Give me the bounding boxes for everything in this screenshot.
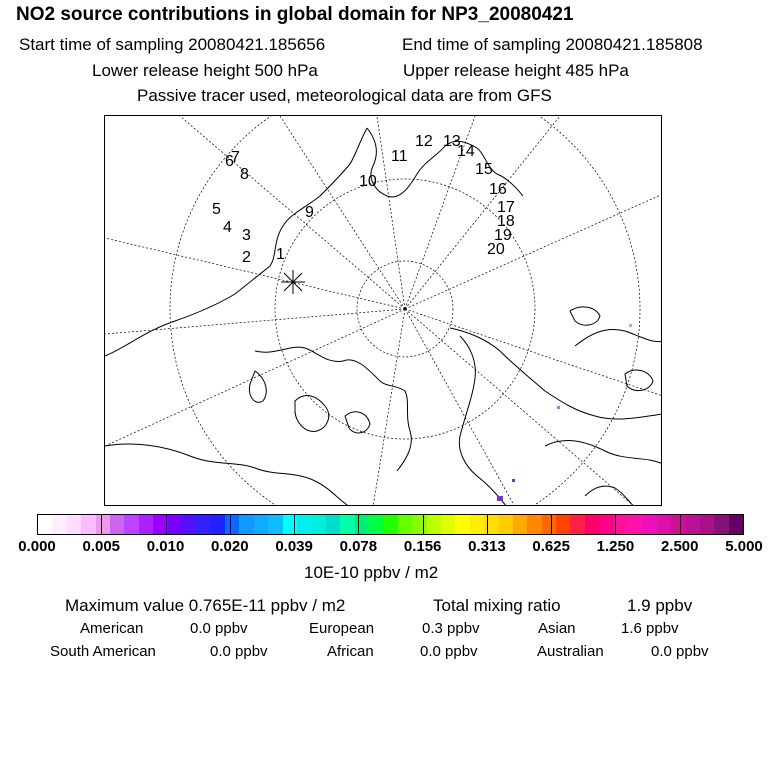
colorbar-divider [166, 514, 167, 535]
colorbar-swatch [340, 515, 354, 534]
colorbar-swatch [729, 515, 743, 534]
trajectory-label: 8 [240, 166, 249, 183]
colorbar-divider [101, 514, 102, 535]
colorbar-swatch [412, 515, 426, 534]
trajectory-label: 1 [276, 246, 285, 263]
region-value-american: 0.0 ppbv [190, 620, 248, 637]
colorbar-swatch [369, 515, 383, 534]
colorbar-swatch [556, 515, 570, 534]
region-value-asian: 1.6 ppbv [621, 620, 679, 637]
colorbar-tick-label: 0.313 [468, 538, 506, 555]
colorbar-swatch [642, 515, 656, 534]
meridian-line [105, 309, 405, 334]
colorbar-swatch [239, 515, 253, 534]
graticule [105, 116, 662, 506]
colorbar [37, 514, 744, 535]
concentration-spot [512, 479, 515, 482]
page-title: NO2 source contributions in global domain for NP3_20080421 [16, 4, 574, 25]
colorbar-swatch [513, 515, 527, 534]
concentration-spot [497, 496, 503, 501]
colorbar-tick-label: 0.005 [82, 538, 121, 555]
colorbar-tick-label: 0.000 [18, 538, 56, 555]
concentration-spot [557, 406, 560, 409]
trajectory-label: 13 [443, 133, 461, 150]
colorbar-swatch [268, 515, 282, 534]
colorbar-swatch [441, 515, 455, 534]
meridian-line [377, 116, 405, 309]
release-location-marker [281, 270, 305, 294]
region-name-asian: Asian [538, 620, 576, 637]
colorbar-tick-label: 0.010 [146, 538, 185, 555]
meridian-line [373, 309, 405, 506]
meridian-line [405, 309, 662, 396]
trajectory-label: 7 [231, 149, 240, 166]
colorbar-swatch [38, 515, 52, 534]
colorbar-swatch [671, 515, 685, 534]
colorbar-swatch [326, 515, 340, 534]
maximum-value: Maximum value 0.765E-11 ppbv / m2 [65, 596, 346, 615]
region-name-european: European [309, 620, 375, 637]
colorbar-swatch [398, 515, 412, 534]
colorbar-swatch [570, 515, 584, 534]
colorbar-swatch [110, 515, 124, 534]
upper-release-height: Upper release height 485 hPa [403, 61, 629, 80]
trajectory-label: 2 [242, 249, 251, 266]
colorbar-divider [294, 514, 295, 535]
meridian-line [405, 194, 662, 309]
meridian-line [405, 309, 515, 506]
trajectory-label: 15 [475, 161, 493, 178]
coastline-europe [450, 328, 662, 419]
colorbar-tick-label: 2.500 [660, 538, 699, 555]
colorbar-tick-label: 0.625 [532, 538, 570, 555]
meridian-line [405, 309, 635, 506]
colorbar-swatch [96, 515, 110, 534]
colorbar-swatch [527, 515, 541, 534]
tracer-note: Passive tracer used, meteorological data are from GFS [137, 86, 552, 105]
coastlines [105, 128, 662, 506]
colorbar-swatch [628, 515, 642, 534]
colorbar-swatch [427, 515, 441, 534]
coastline-island [570, 307, 600, 325]
coastline-island [295, 396, 329, 432]
colorbar-swatch [657, 515, 671, 534]
map-svg [105, 116, 662, 506]
coastline-island [249, 371, 266, 402]
colorbar-divider [551, 514, 552, 535]
coastline-north-africa [575, 329, 662, 346]
colorbar-swatch [124, 515, 138, 534]
colorbar-swatch [225, 515, 239, 534]
colorbar-divider [358, 514, 359, 535]
meridian-line [105, 309, 405, 446]
trajectory-label: 3 [242, 227, 251, 244]
region-value-australian: 0.0 ppbv [651, 643, 709, 660]
trajectory-label: 18 [497, 213, 515, 230]
trajectory-label: 9 [305, 204, 314, 221]
colorbar-swatch [254, 515, 268, 534]
colorbar-tick-label: 0.078 [339, 538, 378, 555]
colorbar-swatch [355, 515, 369, 534]
region-value-african: 0.0 ppbv [420, 643, 478, 660]
colorbar-tick-label: 0.020 [211, 538, 249, 555]
colorbar-swatch [81, 515, 95, 534]
colorbar-divider [423, 514, 424, 535]
trajectory-labels [212, 133, 515, 266]
colorbar-divider [615, 514, 616, 535]
colorbar-divider [680, 514, 681, 535]
region-name-american: American [80, 620, 144, 637]
polar-map [104, 115, 662, 506]
colorbar-swatch [168, 515, 182, 534]
colorbar-swatch [700, 515, 714, 534]
total-mixing-ratio-value: 1.9 ppbv [627, 596, 693, 615]
colorbar-divider [487, 514, 488, 535]
trajectory-label: 10 [359, 173, 377, 190]
region-name-south-american: South American [50, 643, 156, 660]
colorbar-swatch [383, 515, 397, 534]
colorbar-swatch [211, 515, 225, 534]
lower-release-height: Lower release height 500 hPa [92, 61, 318, 80]
region-name-australian: Australian [537, 643, 604, 660]
concentration-spots [497, 324, 632, 501]
colorbar-tick-label: 0.039 [275, 538, 313, 555]
colorbar-tick-label: 1.250 [596, 538, 635, 555]
trajectory-label: 17 [497, 199, 515, 216]
coastline-middle-east [545, 441, 662, 464]
colorbar-swatch [470, 515, 484, 534]
colorbar-units: 10E-10 ppbv / m2 [304, 563, 439, 582]
region-value-european: 0.3 ppbv [422, 620, 480, 637]
trajectory-label: 19 [494, 227, 512, 244]
trajectory-label: 12 [415, 133, 433, 150]
coastline-asia-north [255, 347, 411, 471]
total-mixing-ratio-label: Total mixing ratio [433, 596, 561, 615]
coastline-south-asia [585, 486, 635, 506]
trajectory-label: 20 [487, 241, 505, 258]
colorbar-swatch [67, 515, 81, 534]
colorbar-swatch [182, 515, 196, 534]
colorbar-swatch [455, 515, 469, 534]
meridian-line [280, 116, 405, 309]
concentration-spot [629, 324, 632, 327]
trajectory-label: 16 [489, 181, 507, 198]
colorbar-swatch [499, 515, 513, 534]
colorbar-divider [230, 514, 231, 535]
colorbar-tick-label: 5.000 [725, 538, 763, 555]
start-time: Start time of sampling 20080421.185656 [19, 35, 326, 54]
trajectory-label: 6 [225, 153, 234, 170]
colorbar-swatch [311, 515, 325, 534]
end-time: End time of sampling 20080421.185808 [402, 35, 703, 54]
colorbar-swatch [297, 515, 311, 534]
colorbar-swatch [686, 515, 700, 534]
colorbar-tick-label: 0.156 [403, 538, 442, 555]
meridian-line [105, 238, 405, 309]
region-name-african: African [327, 643, 374, 660]
colorbar-swatch [196, 515, 210, 534]
trajectory-label: 14 [457, 143, 475, 160]
region-value-south-american: 0.0 ppbv [210, 643, 268, 660]
trajectory-label: 5 [212, 201, 221, 218]
colorbar-swatch [714, 515, 728, 534]
colorbar-swatch [542, 515, 556, 534]
coastline-pacific [105, 444, 350, 506]
trajectory-label: 11 [391, 148, 408, 165]
trajectory-label: 4 [223, 219, 232, 236]
colorbar-swatch [139, 515, 153, 534]
colorbar-swatch [599, 515, 613, 534]
colorbar-swatch [585, 515, 599, 534]
colorbar-swatch [52, 515, 66, 534]
